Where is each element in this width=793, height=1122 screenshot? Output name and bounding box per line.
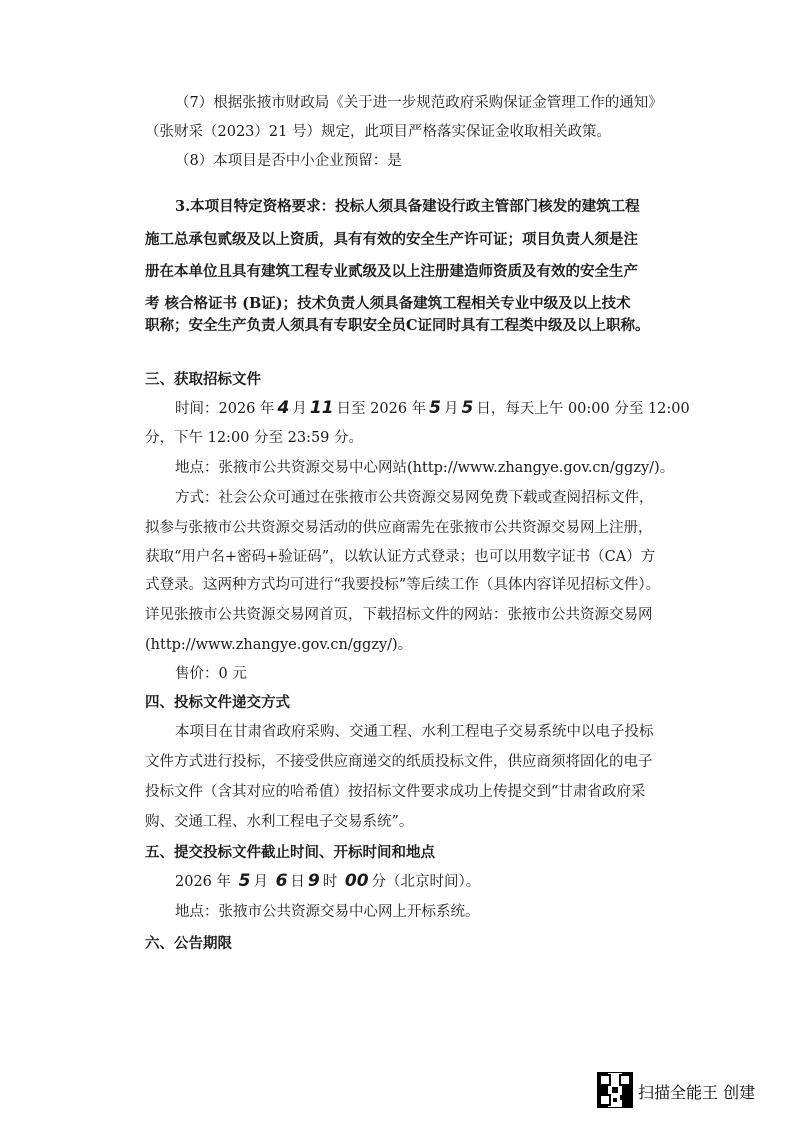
method-line-4: 式登录。这两种方式均可进行“我要投标”等后续工作（具体内容详见招标文件）。 xyxy=(145,577,661,593)
time-text-e: 日，每天上午 00:00 分至 12:00 xyxy=(476,401,690,417)
submission-line-4: 购、交通工程、水利工程电子交易系统”。 xyxy=(145,814,414,830)
handwritten-day-start: 11 xyxy=(309,398,334,418)
submission-line-2: 文件方式进行投标，不接受供应商递交的纸质投标文件，供应商须将固化的电子 xyxy=(145,754,653,770)
handwritten-hour: 9 xyxy=(307,871,320,891)
submission-line-3: 投标文件（含其对应的哈希值）按招标文件要求成功上传提交到“甘肃省政府采 xyxy=(145,784,646,800)
handwritten-day: 6 xyxy=(275,871,288,891)
handwritten-month: 5 xyxy=(238,871,251,891)
method-line-5: 详见张掖市公共资源交易网首页，下载招标文件的网站：张掖市公共资源交易网 xyxy=(145,607,653,623)
time-line-2: 分，下午 12:00 分至 23:59 分。 xyxy=(145,430,364,446)
location-line: 地点：张掖市公共资源交易中心网站(http://www.zhangye.gov.cn/ggzy/)。 xyxy=(175,460,675,476)
time-text-d: 月 xyxy=(444,401,459,417)
section-6-heading: 六、公告期限 xyxy=(145,935,232,952)
qualification-line-3: 册在本单位且具有建筑工程专业贰级及以上注册建造师资质及有效的安全生产 xyxy=(145,263,638,280)
opening-location-line: 地点：张掖市公共资源交易中心网上开标系统。 xyxy=(175,904,480,920)
method-line-2: 拟参与张掖市公共资源交易活动的供应商需先在张掖市公共资源交易网上注册， xyxy=(145,520,653,536)
price-line: 售价：0 元 xyxy=(175,666,247,682)
handwritten-minute: 00 xyxy=(344,871,369,891)
section-3-heading: 三、获取招标文件 xyxy=(145,371,261,388)
time-text-a: 时间：2026 年 xyxy=(175,401,275,417)
method-line-3: 获取“用户名+密码+验证码”，以软认证方式登录；也可以用数字证书（CA）方 xyxy=(145,549,656,565)
method-line-6: (http://www.zhangye.gov.cn/ggzy/)。 xyxy=(145,637,413,653)
handwritten-day-end: 5 xyxy=(461,398,474,418)
qualification-line-5: 职称；安全生产负责人须具有专职安全员C证同时具有工程类中级及以上职称。 xyxy=(145,317,650,334)
deadline-line xyxy=(175,871,480,892)
clause-7-line-2: （张财采（2023）21 号）规定，此项目严格落实保证金收取相关政策。 xyxy=(145,124,611,140)
method-line-1: 方式：社会公众可通过在张掖市公共资源交易网免费下载或查阅招标文件， xyxy=(175,490,654,506)
clause-7-line-1: （7）根据张掖市财政局《关于进一步规范政府采购保证金管理工作的通知》 xyxy=(175,95,663,111)
scanner-brand-label: 扫描全能王 创建 xyxy=(638,1083,756,1102)
deadline-text-a: 2026 年 xyxy=(175,874,232,890)
handwritten-month-start: 4 xyxy=(277,398,290,418)
section-5-heading: 五、提交投标文件截止时间、开标时间和地点 xyxy=(145,844,435,861)
deadline-text-f: 分（北京时间）。 xyxy=(371,874,481,890)
submission-line-1: 本项目在甘肃省政府采购、交通工程、水利工程电子交易系统中以电子投标 xyxy=(175,724,654,740)
handwritten-month-end: 5 xyxy=(429,398,441,418)
qualification-line-1: 3.本项目特定资格要求：投标人须具备建设行政主管部门核发的建筑工程 xyxy=(175,198,640,215)
qualification-line-2: 施工总承包贰级及以上资质，具有有效的安全生产许可证；项目负责人须是注 xyxy=(145,231,638,248)
qualification-line-4: 考 核合格证书 (B证)；技术负责人须具备建筑工程相关专业中级及以上技术 xyxy=(145,295,631,312)
time-line xyxy=(175,398,690,419)
deadline-text-b: 月 xyxy=(253,874,268,890)
time-text-c: 日至 2026 年 xyxy=(336,401,427,417)
section-4-heading: 四、投标文件递交方式 xyxy=(145,694,290,711)
deadline-text-e: 时 xyxy=(322,874,338,890)
clause-8: （8）本项目是否中小企业预留：是 xyxy=(175,153,402,169)
deadline-text-c: 日 xyxy=(290,874,305,890)
time-text-b: 月 xyxy=(292,401,307,417)
qr-code-icon xyxy=(597,1072,633,1108)
